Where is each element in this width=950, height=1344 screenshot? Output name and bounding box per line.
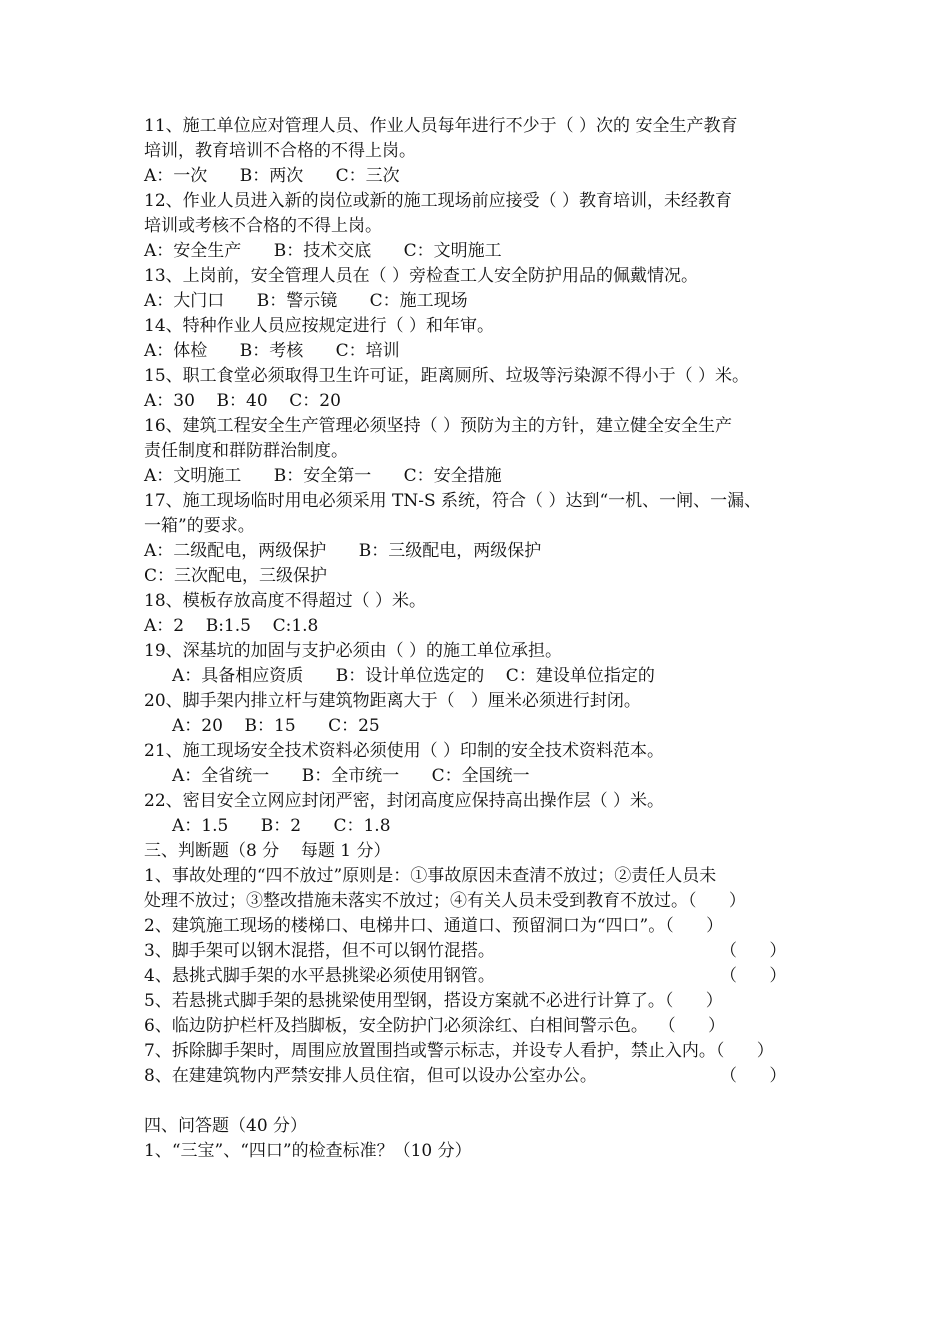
- judgement-item: [144, 1014, 824, 1039]
- answer-blank: （ ）: [720, 1066, 787, 1086]
- judgement-item: [144, 1039, 824, 1064]
- judgement-line: [144, 889, 824, 914]
- judgement-line: [144, 1039, 824, 1064]
- choice-question: [144, 189, 824, 264]
- answer-options: A：1.5 B：2 C：1.8: [172, 816, 391, 836]
- answer-options: A：具备相应资质 B：设计单位选定的 C：建设单位指定的: [172, 666, 655, 686]
- qa-question: 1、“三宝”、“四口”的检查标准？（10 分）: [144, 1141, 472, 1161]
- judgement-line: [144, 1014, 824, 1039]
- judgement-line: [144, 914, 824, 939]
- choice-question: [144, 364, 824, 414]
- qa-list: [144, 1139, 824, 1164]
- judgement-item: [144, 964, 824, 989]
- question-text: 20、脚手架内排立杆与建筑物距离大于（ ）厘米必须进行封闭。: [144, 691, 641, 711]
- answer-options: A：文明施工 B：安全第一 C：安全措施: [144, 466, 502, 486]
- answer-options: A：20 B：15 C：25: [172, 716, 380, 736]
- judgement-statement: 1、事故处理的“四不放过”原则是：①事故原因未查清不放过；②责任人员未: [144, 866, 717, 886]
- judgement-item: [144, 914, 824, 939]
- judgement-line: [144, 939, 824, 964]
- question-text: 培训或考核不合格的不得上岗。: [144, 216, 382, 236]
- judgement-statement: 3、脚手架可以钢木混搭，但不可以钢竹混搭。: [144, 941, 495, 961]
- judgement-line: [144, 1064, 824, 1089]
- answer-blank: （ ）: [720, 941, 787, 961]
- document-content: [144, 114, 824, 1164]
- judgement-line: [144, 964, 824, 989]
- judgement-line: [144, 864, 824, 889]
- question-text: 19、深基坑的加固与支护必须由（ ）的施工单位承担。: [144, 641, 563, 661]
- question-text: 责任制度和群防群治制度。: [144, 441, 348, 461]
- answer-options: C：三次配电，三级保护: [144, 566, 328, 586]
- answer-options: A：2 B:1.5 C:1.8: [144, 616, 319, 636]
- judgement-list: [144, 864, 824, 1089]
- judgement-line: [144, 989, 824, 1014]
- section-title-judgement: 三、判断题（8 分 每题 1 分）: [144, 841, 391, 861]
- judgement-item: [144, 939, 824, 964]
- judgement-statement: 7、拆除脚手架时，周围应放置围挡或警示标志，并设专人看护，禁止入内。（ ）: [144, 1041, 774, 1061]
- judgement-statement: 4、悬挑式脚手架的水平悬挑梁必须使用钢管。: [144, 966, 495, 986]
- answer-options: A：一次 B：两次 C：三次: [144, 166, 400, 186]
- choice-question: [144, 414, 824, 489]
- choice-question: [144, 689, 824, 739]
- choice-question: [144, 314, 824, 364]
- question-text: 14、特种作业人员应按规定进行（ ）和年审。: [144, 316, 495, 336]
- judgement-item: [144, 864, 824, 914]
- section-spacer: [144, 1089, 824, 1114]
- answer-options: A：30 B：40 C：20: [144, 391, 341, 411]
- answer-options: A：大门口 B：警示镜 C：施工现场: [144, 291, 468, 311]
- choice-question: [144, 589, 824, 639]
- question-text: 15、职工食堂必须取得卫生许可证，距离厕所、垃圾等污染源不得小于（ ）米。: [144, 366, 750, 386]
- judgement-statement: 6、临边防护栏杆及挡脚板，安全防护门必须涂红、白相间警示色。 （ ）: [144, 1016, 726, 1036]
- choice-question: [144, 789, 824, 839]
- question-text: 12、作业人员进入新的岗位或新的施工现场前应接受（ ）教育培训，未经教育: [144, 191, 733, 211]
- choice-question: [144, 114, 824, 189]
- question-text: 13、上岗前，安全管理人员在（ ）旁检查工人安全防护用品的佩戴情况。: [144, 266, 699, 286]
- section-title-qa: 四、问答题（40 分）: [144, 1116, 308, 1136]
- answer-options: A：二级配电，两级保护 B：三级配电，两级保护: [144, 541, 542, 561]
- question-text: 培训，教育培训不合格的不得上岗。: [144, 141, 416, 161]
- question-text: 16、建筑工程安全生产管理必须坚持（ ）预防为主的方针，建立健全安全生产: [144, 416, 733, 436]
- choice-question: [144, 489, 824, 589]
- judgement-statement: 2、建筑施工现场的楼梯口、电梯井口、通道口、预留洞口为“四口”。（ ）: [144, 916, 724, 936]
- answer-options: A：体检 B：考核 C：培训: [144, 341, 400, 361]
- answer-options: A：全省统一 B：全市统一 C：全国统一: [172, 766, 530, 786]
- question-text: 22、密目安全立网应封闭严密，封闭高度应保持高出操作层（ ）米。: [144, 791, 665, 811]
- answer-options: A：安全生产 B：技术交底 C：文明施工: [144, 241, 502, 261]
- judgement-statement: 8、在建建筑物内严禁安排人员住宿，但可以设办公室办公。: [144, 1066, 597, 1086]
- choice-question: [144, 639, 824, 689]
- choice-question: [144, 264, 824, 314]
- question-text: 21、施工现场安全技术资料必须使用（ ）印制的安全技术资料范本。: [144, 741, 665, 761]
- choice-question: [144, 739, 824, 789]
- judgement-item: [144, 989, 824, 1014]
- judgement-statement: 处理不放过；③整改措施未落实不放过；④有关人员未受到教育不放过。（ ）: [144, 891, 746, 911]
- judgement-item: [144, 1064, 824, 1089]
- question-text: 17、施工现场临时用电必须采用 TN-S 系统，符合（ ）达到“一机、一闸、一漏、: [144, 491, 762, 511]
- question-text: 一箱”的要求。: [144, 516, 255, 536]
- question-text: 11、施工单位应对管理人员、作业人员每年进行不少于（ ）次的 安全生产教育: [144, 116, 738, 136]
- question-text: 18、模板存放高度不得超过（ ）米。: [144, 591, 427, 611]
- judgement-statement: 5、若悬挑式脚手架的悬挑梁使用型钢，搭设方案就不必进行计算了。（ ）: [144, 991, 723, 1011]
- choice-question-list: [144, 114, 824, 839]
- answer-blank: （ ）: [720, 966, 787, 986]
